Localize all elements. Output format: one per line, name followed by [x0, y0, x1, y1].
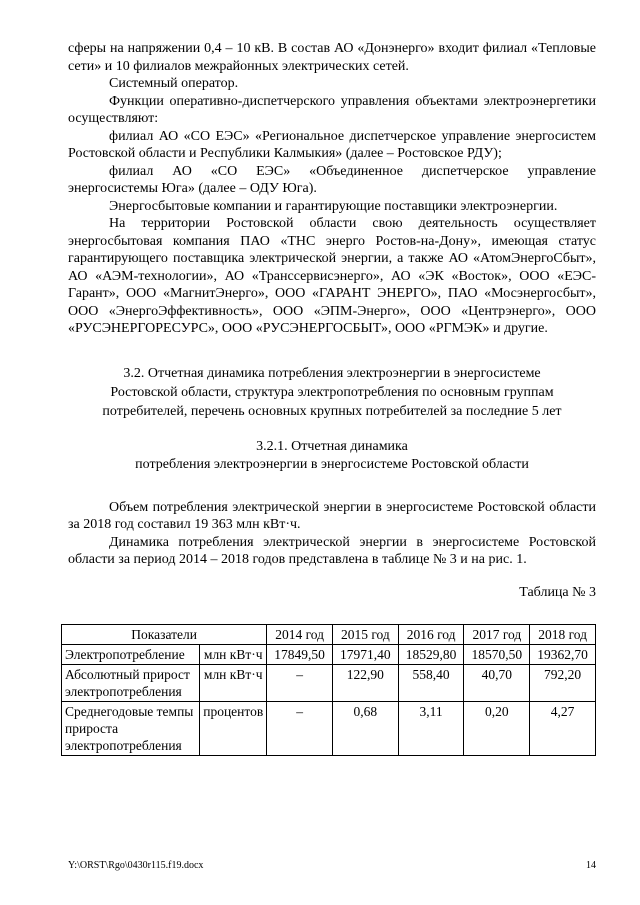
year-header: 2016 год [398, 625, 464, 645]
cell-value: 40,70 [464, 665, 530, 702]
paragraph: Объем потребления электрической энергии в энергосистеме Ростовской области за 2018 год составил 19 363 млн кВт·ч. [68, 499, 596, 532]
subheading-line: потребления электроэнергии в энергосистеме Ростовской области [135, 456, 529, 472]
row-unit: млн кВт·ч [200, 645, 267, 665]
heading-line: 3.2. Отчетная динамика потребления электроэнергии в энергосистеме [123, 365, 541, 381]
subheading-line: 3.2.1. Отчетная динамика [256, 438, 408, 454]
row-name: Электропотребление [62, 645, 200, 665]
row-unit: млн кВт·ч [200, 665, 267, 702]
heading-line: Ростовской области, структура электропотребления по основным группам [110, 384, 554, 400]
table-row [62, 645, 596, 665]
cell-value: 19362,70 [530, 645, 596, 665]
paragraph: филиал АО «СО ЕЭС» «Региональное диспетчерское управление энергосистем Ростовской области и Республики Калмыкия» (далее – Ростовское РДУ); [68, 128, 596, 161]
cell-value: – [267, 665, 333, 702]
page-number: 14 [586, 860, 596, 871]
year-header: 2018 год [530, 625, 596, 645]
row-name: Абсолютный прирост электропотребления [62, 665, 200, 702]
heading-line: потребителей, перечень основных крупных потребителей за последние 5 лет [102, 403, 562, 419]
paragraph: сферы на напряжении 0,4 – 10 кВ. В состав АО «Донэнерго» входит филиал «Тепловые сети» и 10 филиалов межрайонных электрических сетей. [68, 41, 596, 74]
cell-value: 0,20 [464, 702, 530, 756]
subsection-heading [68, 438, 596, 474]
year-header: 2017 год [464, 625, 530, 645]
cell-value: 4,27 [530, 702, 596, 756]
data-table [61, 624, 596, 756]
section-heading [68, 364, 596, 421]
header-label: Показатели [62, 625, 267, 645]
document-page [68, 40, 596, 601]
cell-value: 18529,80 [398, 645, 464, 665]
paragraph: Энергосбытовые компании и гарантирующие поставщики электроэнергии. [109, 198, 558, 214]
cell-value: 0,68 [332, 702, 398, 756]
paragraph: филиал АО «СО ЕЭС» «Объединенное диспетчерское управление энергосистемы Юга» (далее – ОДУ Юга). [68, 163, 596, 196]
paragraph: Системный оператор. [109, 76, 239, 91]
paragraph: Функции оперативно-диспетчерского управления объектами электроэнергетики осуществляют: [68, 93, 596, 126]
intro-text [68, 499, 596, 569]
cell-value: 3,11 [398, 702, 464, 756]
table-row [62, 702, 596, 756]
paragraph: На территории Ростовской области свою деятельность осуществляет энергосбытовая компания ПАО «ТНС энерго Ростов-на-Дону», имеющая статус гарантирующего поставщика электрической энергии, а также АО «АтомЭнергоСбыт», АО «АЭМ-технологии», АО «Транссервисэнерго», АО «ЭК «Восток», ООО «ЕЭС-Гарант», ООО «МагнитЭнерго», ООО «ГАРАНТ ЭНЕРГО», ПАО «Мосэнергосбыт», ООО «ЭнергоЭффективность», ООО «ЭПМ-Энерго», ООО «Центрэнерго», ООО «РУСЭНЕРГОРЕСУРС», ООО «РУСЭНЕРГОСБЫТ», ООО «РГМЭК» и другие. [68, 216, 596, 336]
cell-value: – [267, 702, 333, 756]
table-row [62, 665, 596, 702]
cell-value: 18570,50 [464, 645, 530, 665]
table-caption: Таблица № 3 [519, 584, 596, 600]
cell-value: 17971,40 [332, 645, 398, 665]
cell-value: 122,90 [332, 665, 398, 702]
cell-value: 792,20 [530, 665, 596, 702]
year-header: 2014 год [267, 625, 333, 645]
table-header-row [62, 625, 596, 645]
row-unit: процентов [200, 702, 267, 756]
year-header: 2015 год [332, 625, 398, 645]
paragraph: Динамика потребления электрической энергии в энергосистеме Ростовской области за период 2014 – 2018 годов представлена в таблице № 3 и на рис. 1. [68, 534, 596, 567]
cell-value: 558,40 [398, 665, 464, 702]
cell-value: 17849,50 [267, 645, 333, 665]
row-name: Среднегодовые темпы прироста электропотребления [62, 702, 200, 756]
file-path: Y:\ORST\Rgo\0430r115.f19.docx [68, 860, 204, 871]
